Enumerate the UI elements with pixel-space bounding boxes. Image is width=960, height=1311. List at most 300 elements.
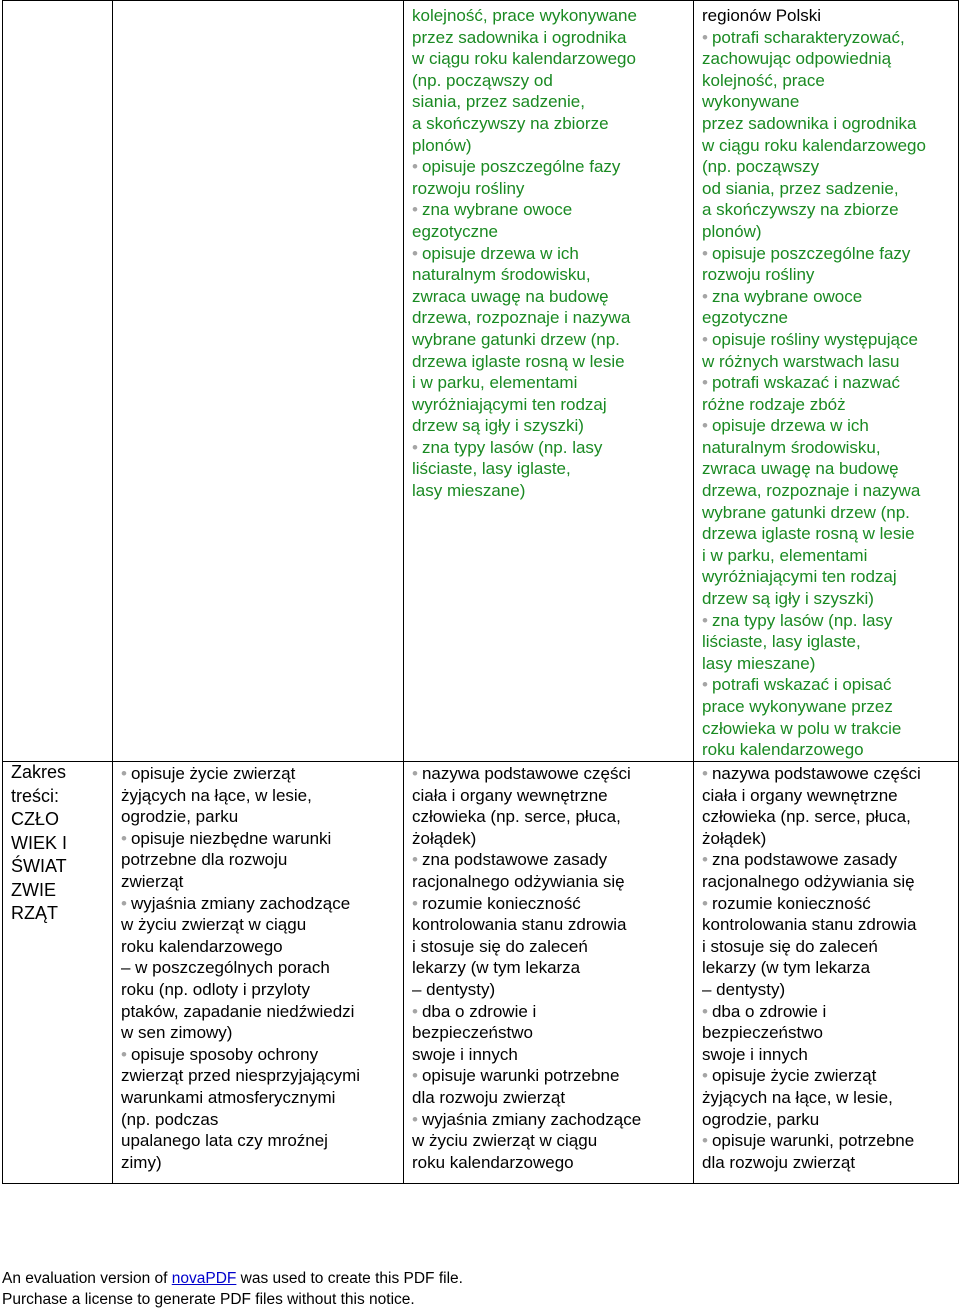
list-item — [412, 243, 685, 437]
list-item-line — [121, 957, 395, 979]
list-item-line — [702, 1065, 950, 1087]
list-item-text: roku kalendarzowego — [702, 740, 864, 760]
list-item — [702, 372, 950, 415]
list-item-text: (np. począwszy — [702, 157, 820, 177]
list-item-text: warunkami atmosferycznymi — [121, 1087, 336, 1107]
list-item-line — [412, 156, 685, 178]
bullet-icon: • — [412, 764, 418, 783]
list-item-text: człowieka (np. serce, płuca, — [702, 807, 911, 827]
category-title: ZWIE — [11, 879, 56, 900]
bullet-icon: • — [412, 243, 418, 263]
list-item-text: ciała i organy wewnętrzne — [702, 785, 898, 805]
list-item-text: – dentysty) — [702, 979, 786, 999]
list-item-text: zwierząt przed niesprzyjającymi — [121, 1066, 361, 1086]
list-item-line — [412, 70, 685, 92]
list-item-line — [412, 871, 685, 893]
list-item-line — [702, 48, 950, 70]
novapdf-link[interactable]: novaPDF — [171, 1270, 237, 1287]
list-item-text: racjonalnego odżywiania się — [412, 871, 625, 891]
list-item-text: lasy mieszane) — [412, 481, 526, 501]
list-item-line — [702, 70, 950, 92]
list-item-text: zna wybrane owoce — [421, 200, 573, 220]
list-item-text: zna typy lasów (np. lasy — [711, 610, 893, 630]
list-item-line — [702, 914, 950, 936]
list-item-line — [702, 763, 950, 785]
list-item-text: zimy) — [121, 1152, 162, 1172]
list-item-line — [121, 871, 395, 893]
list-item-line — [121, 1065, 395, 1087]
list-item — [412, 849, 685, 892]
list-item-text: dla rozwoju zwierząt — [412, 1087, 566, 1107]
list-item-line — [702, 893, 950, 915]
list-item-line — [702, 91, 950, 113]
list-item-line — [412, 1109, 685, 1131]
list-item-line — [412, 480, 685, 502]
list-item-text: dla rozwoju zwierząt — [702, 1152, 856, 1172]
list-item-line — [412, 329, 685, 351]
evaluation-notice — [2, 1268, 463, 1310]
list-item-line — [412, 351, 685, 373]
list-item-line — [702, 351, 950, 373]
list-item-text: ogrodzie, parku — [121, 807, 239, 827]
list-item-text: potrafi wskazać i opisać — [711, 675, 892, 695]
row1-col3-cell — [404, 1, 694, 762]
list-item-line — [121, 1087, 395, 1109]
list-item — [702, 286, 950, 329]
list-item-text: rozumie konieczność — [711, 893, 871, 913]
list-item — [702, 893, 950, 1001]
list-item-text: opisuje warunki potrzebne — [421, 1066, 620, 1086]
list-item-text: rozumie konieczność — [421, 893, 581, 913]
list-item-line — [702, 674, 950, 696]
category-label: Zakres — [11, 762, 67, 782]
list-item-line — [412, 936, 685, 958]
list-item-line — [412, 415, 685, 437]
list-item-text: (np. począwszy od — [412, 70, 553, 90]
list-item-line — [702, 588, 950, 610]
bullet-icon: • — [412, 1066, 418, 1086]
bullet-icon: • — [702, 893, 708, 913]
list-item-text: w życiu zwierząt w ciągu — [412, 1131, 598, 1151]
list-item-line — [412, 806, 685, 828]
list-item-text: drzew są igły i szyszki) — [412, 416, 584, 436]
list-item-line — [702, 785, 950, 807]
list-item-line — [702, 739, 950, 761]
notice-text: was used to create this PDF file. — [236, 1270, 463, 1287]
list-item-line — [702, 437, 950, 459]
list-item-line — [412, 1001, 685, 1023]
list-item-text: zna podstawowe zasady — [421, 850, 608, 870]
list-item-line — [702, 1087, 950, 1109]
list-item-text: wyróżniającymi ten rodzaj — [702, 567, 897, 587]
list-item-text: drzew są igły i szyszki) — [702, 589, 874, 609]
list-item-text: i stosuje się do zaleceń — [702, 936, 878, 956]
list-item-line — [702, 1001, 950, 1023]
list-item-line — [412, 135, 685, 157]
list-item-text: człowieka (np. serce, płuca, — [412, 807, 621, 827]
list-item-line — [702, 480, 950, 502]
list-item-text: zna wybrane owoce — [711, 286, 863, 306]
list-item-text: rozwoju rośliny — [702, 265, 815, 285]
list-item-text: wybrane gatunki drzew (np. — [702, 502, 910, 522]
list-item-line — [412, 893, 685, 915]
bullet-icon: • — [121, 893, 127, 913]
bullet-icon: • — [412, 850, 418, 870]
list-item-line — [702, 696, 950, 718]
list-item — [121, 893, 395, 1044]
list-item-line — [412, 27, 685, 49]
list-item-text: kontrolowania stanu zdrowia — [412, 915, 627, 935]
category-title: CZŁO — [11, 809, 60, 829]
list-item-text: drzewa iglaste rosną w lesie — [412, 351, 625, 371]
row1-col2-cell — [113, 1, 404, 762]
list-item-text: w różnych warstwach lasu — [702, 351, 900, 371]
list-item-text: rozwoju rośliny — [412, 178, 525, 198]
bullet-icon: • — [412, 1109, 418, 1129]
list-item-line — [412, 286, 685, 308]
bullet-icon: • — [412, 157, 418, 177]
list-item-text: przez sadownika i ogrodnika — [412, 27, 627, 47]
list-item — [412, 1065, 685, 1108]
list-item — [702, 5, 950, 27]
list-item-text: nazywa podstawowe części — [711, 764, 921, 783]
list-item-line — [121, 914, 395, 936]
bullet-icon: • — [702, 27, 708, 47]
list-item-line — [121, 1130, 395, 1152]
list-item-line — [702, 1022, 950, 1044]
bullet-icon: • — [702, 329, 708, 349]
list-item — [702, 1065, 950, 1130]
evaluation-notice-line — [2, 1268, 463, 1289]
list-item-text: liściaste, lasy iglaste, — [702, 632, 861, 652]
category-label: treści: — [11, 785, 60, 806]
list-item-line — [702, 545, 950, 567]
list-item-text: opisuje drzewa w ich — [421, 243, 579, 263]
list-item-line — [412, 785, 685, 807]
list-item-text: bezpieczeństwo — [412, 1023, 533, 1043]
list-item-text: siania, przez sadzenie, — [412, 92, 585, 112]
list-item-text: od siania, przez sadzenie, — [702, 178, 899, 198]
list-item-line — [412, 1044, 685, 1066]
list-item-text: potrzebne dla rozwoju — [121, 850, 288, 870]
list-item-text: zwierząt — [121, 871, 184, 891]
list-item-line — [702, 957, 950, 979]
list-item-line — [702, 979, 950, 1001]
list-item-line — [121, 785, 395, 807]
list-item-line — [412, 264, 685, 286]
list-item-line — [412, 1065, 685, 1087]
table-row — [3, 762, 959, 1184]
list-item-line — [121, 1001, 395, 1023]
list-item-text: kontrolowania stanu zdrowia — [702, 915, 917, 935]
evaluation-notice-line: Purchase a license to generate PDF files without this notice. — [2, 1291, 415, 1308]
list-item-line — [412, 914, 685, 936]
list-item — [702, 27, 950, 243]
bullet-icon: • — [412, 1001, 418, 1021]
list-item-line — [412, 1022, 685, 1044]
list-item-text: lekarzy (w tym lekarza — [702, 958, 871, 978]
list-item-line — [702, 1130, 950, 1152]
list-item-text: roku (np. odloty i przyloty — [121, 979, 310, 999]
bullet-icon: • — [121, 764, 127, 783]
list-item-line — [121, 979, 395, 1001]
list-item-text: drzewa, rozpoznaje i nazywa — [412, 308, 631, 328]
list-item-line — [412, 178, 685, 200]
list-item-text: potrafi wskazać i nazwać — [711, 373, 900, 393]
list-item-line — [412, 243, 685, 265]
list-item-text: wyjaśnia zmiany zachodzące — [130, 893, 351, 913]
list-item-line — [702, 631, 950, 653]
list-item — [702, 674, 950, 760]
list-item-text: prace wykonywane przez — [702, 697, 893, 716]
list-item — [412, 893, 685, 1001]
list-item-text: a skończywszy na zbiorze — [702, 200, 899, 220]
list-item-line — [121, 806, 395, 828]
list-item-line — [702, 458, 950, 480]
list-item-line — [412, 1130, 685, 1152]
list-item-text: egzotyczne — [702, 308, 788, 328]
list-item — [702, 1001, 950, 1066]
list-item-text: lasy mieszane) — [702, 653, 816, 673]
list-item-line — [702, 221, 950, 243]
list-item-line — [412, 957, 685, 979]
list-item-text: ptaków, zapadanie niedźwiedzi — [121, 1001, 355, 1021]
list-item-text: swoje i innych — [702, 1044, 808, 1064]
list-item-line — [412, 979, 685, 1001]
list-item-text: swoje i innych — [412, 1044, 518, 1064]
list-item-line — [702, 307, 950, 329]
list-item-text: opisuje drzewa w ich — [711, 416, 869, 436]
list-item-text: zna typy lasów (np. lasy — [421, 437, 603, 457]
list-item-line — [702, 502, 950, 524]
list-item-text: ciała i organy wewnętrzne — [412, 785, 608, 805]
list-item-line — [412, 91, 685, 113]
list-item-line — [702, 178, 950, 200]
list-item-text: zachowując odpowiednią — [702, 49, 892, 69]
list-item-line — [702, 415, 950, 437]
list-item-text: przez sadownika i ogrodnika — [702, 113, 917, 133]
list-item-text: opisuje poszczególne fazy — [421, 157, 621, 177]
bullet-icon: • — [702, 286, 708, 306]
list-item — [702, 610, 950, 675]
list-item-line — [121, 849, 395, 871]
list-item-line — [412, 372, 685, 394]
bullet-icon: • — [702, 1066, 708, 1086]
list-item — [702, 329, 950, 372]
list-item-text: zna podstawowe zasady — [711, 850, 898, 870]
list-item — [412, 5, 685, 156]
list-item-line — [702, 243, 950, 265]
list-item-text: wyróżniającymi ten rodzaj — [412, 394, 607, 414]
list-item-line — [702, 653, 950, 675]
list-item-line — [702, 329, 950, 351]
list-item — [412, 1001, 685, 1066]
list-item — [412, 199, 685, 242]
list-item-text: wykonywane — [702, 92, 800, 112]
list-item-text: człowieka w polu w trakcie — [702, 718, 902, 738]
list-item-line — [412, 48, 685, 70]
list-item-text: w życiu zwierząt w ciągu — [121, 915, 307, 935]
list-item — [702, 415, 950, 609]
list-item-text: roku kalendarzowego — [412, 1152, 574, 1172]
list-item-line — [412, 1087, 685, 1109]
list-item-line — [121, 828, 395, 850]
list-item-line — [412, 1152, 685, 1174]
bullet-icon: • — [412, 893, 418, 913]
list-item-text: w sen zimowy) — [121, 1023, 233, 1043]
list-item-text: kolejność, prace — [702, 70, 825, 90]
list-item-line — [121, 1152, 395, 1174]
list-item-line — [121, 763, 395, 785]
bullet-icon: • — [702, 675, 708, 695]
list-item-line — [412, 307, 685, 329]
list-item-text: roku kalendarzowego — [121, 936, 283, 956]
list-item-text: i w parku, elementami — [412, 373, 578, 393]
curriculum-table — [2, 0, 959, 1184]
list-item-text: opisuje życie zwierząt — [130, 764, 296, 783]
list-item — [121, 828, 395, 893]
list-item-text: opisuje sposoby ochrony — [130, 1044, 319, 1064]
list-item-line — [702, 828, 950, 850]
list-item-line — [702, 199, 950, 221]
list-item-text: i stosuje się do zaleceń — [412, 936, 588, 956]
list-item-text: żołądek) — [702, 828, 767, 848]
row1-col4-cell — [694, 1, 959, 762]
bullet-icon: • — [702, 850, 708, 870]
list-item-text: zwraca uwagę na budowę — [702, 459, 899, 479]
list-item-line — [412, 5, 685, 27]
list-item-text: żołądek) — [412, 828, 477, 848]
bullet-icon: • — [412, 200, 418, 220]
list-item — [702, 1130, 950, 1173]
list-item-line — [702, 264, 950, 286]
list-item-text: racjonalnego odżywiania się — [702, 871, 915, 891]
list-item-text: wyjaśnia zmiany zachodzące — [421, 1109, 642, 1129]
list-item-text: naturalnym środowisku, — [412, 265, 591, 285]
list-item-line — [121, 1022, 395, 1044]
list-item-text: plonów) — [412, 135, 472, 155]
category-cell-empty — [3, 1, 113, 762]
list-item-line — [702, 372, 950, 394]
notice-text: An evaluation version of — [2, 1270, 172, 1287]
category-cell — [3, 762, 113, 1184]
list-item-text: opisuje życie zwierząt — [711, 1066, 877, 1086]
list-item-text: opisuje warunki, potrzebne — [711, 1131, 915, 1151]
list-item-line — [702, 286, 950, 308]
list-item-line — [702, 806, 950, 828]
list-item-line — [412, 199, 685, 221]
list-item-line — [412, 763, 685, 785]
bullet-icon: • — [702, 416, 708, 436]
list-item-line — [412, 458, 685, 480]
list-item-line — [702, 135, 950, 157]
list-item-line — [702, 1109, 950, 1131]
bullet-icon: • — [702, 610, 708, 630]
list-item-text: dba o zdrowie i — [421, 1001, 537, 1021]
list-item-line — [412, 437, 685, 459]
list-item-line — [702, 5, 950, 27]
list-item-text: nazywa podstawowe części — [421, 764, 631, 783]
list-item-text: naturalnym środowisku, — [702, 437, 881, 457]
list-item-line — [702, 156, 950, 178]
list-item — [702, 849, 950, 892]
row2-col3-cell — [404, 762, 694, 1184]
bullet-icon: • — [121, 1044, 127, 1064]
bullet-icon: • — [702, 373, 708, 393]
list-item-line — [121, 1044, 395, 1066]
bullet-icon: • — [412, 437, 418, 457]
list-item-text: – dentysty) — [412, 979, 496, 999]
list-item-line — [121, 1109, 395, 1131]
list-item-text: kolejność, prace wykonywane — [412, 6, 637, 25]
list-item-text: (np. podczas — [121, 1109, 219, 1129]
list-item-text: opisuje niezbędne warunki — [130, 828, 332, 848]
category-title: WIEK I — [11, 832, 68, 853]
list-item-line — [702, 523, 950, 545]
category-title: RZĄT — [11, 903, 58, 923]
list-item-text: bezpieczeństwo — [702, 1023, 823, 1043]
category-title: ŚWIAT — [11, 856, 67, 876]
list-item-line — [412, 394, 685, 416]
list-item — [412, 1109, 685, 1174]
list-item-text: żyjących na łące, w lesie, — [121, 785, 312, 805]
list-item-text: zwraca uwagę na budowę — [412, 286, 609, 306]
list-item — [121, 763, 395, 828]
list-item-text: lekarzy (w tym lekarza — [412, 958, 581, 978]
list-item-text: drzewa, rozpoznaje i nazywa — [702, 481, 921, 501]
list-item-text: a skończywszy na zbiorze — [412, 113, 609, 133]
list-item-line — [702, 566, 950, 588]
list-item-line — [702, 1152, 950, 1174]
list-item-line — [702, 718, 950, 740]
list-item — [412, 437, 685, 502]
bullet-icon: • — [702, 243, 708, 263]
list-item — [412, 156, 685, 199]
list-item-text: upalanego lata czy mroźnej — [121, 1131, 328, 1151]
list-item-text: wybrane gatunki drzew (np. — [412, 329, 620, 349]
list-item — [702, 763, 950, 849]
list-item-line — [702, 1044, 950, 1066]
list-item-text: w ciągu roku kalendarzowego — [702, 135, 926, 155]
list-item-text: – w poszczególnych porach — [121, 958, 330, 978]
list-item-text: plonów) — [702, 221, 762, 241]
list-item-text: liściaste, lasy iglaste, — [412, 459, 571, 479]
list-item — [412, 763, 685, 849]
list-item-line — [412, 828, 685, 850]
list-item-line — [702, 871, 950, 893]
bullet-icon: • — [702, 1001, 708, 1021]
list-item-text: potrafi scharakteryzować, — [711, 27, 905, 47]
list-item-line — [121, 893, 395, 915]
bullet-icon: • — [702, 764, 708, 783]
list-item-text: żyjących na łące, w lesie, — [702, 1087, 893, 1107]
bullet-icon: • — [121, 828, 127, 848]
list-item-line — [412, 849, 685, 871]
list-item-line — [121, 936, 395, 958]
row2-col4-cell — [694, 762, 959, 1184]
list-item-text: w ciągu roku kalendarzowego — [412, 49, 636, 69]
list-item-text: egzotyczne — [412, 221, 498, 241]
list-item-text: i w parku, elementami — [702, 545, 868, 565]
list-item-line — [412, 221, 685, 243]
list-item-line — [412, 113, 685, 135]
list-item-text: drzewa iglaste rosną w lesie — [702, 524, 915, 544]
list-item — [121, 1044, 395, 1174]
list-item-line — [702, 849, 950, 871]
list-item-line — [702, 113, 950, 135]
list-item-text: opisuje rośliny występujące — [711, 329, 918, 349]
list-item-line — [702, 610, 950, 632]
